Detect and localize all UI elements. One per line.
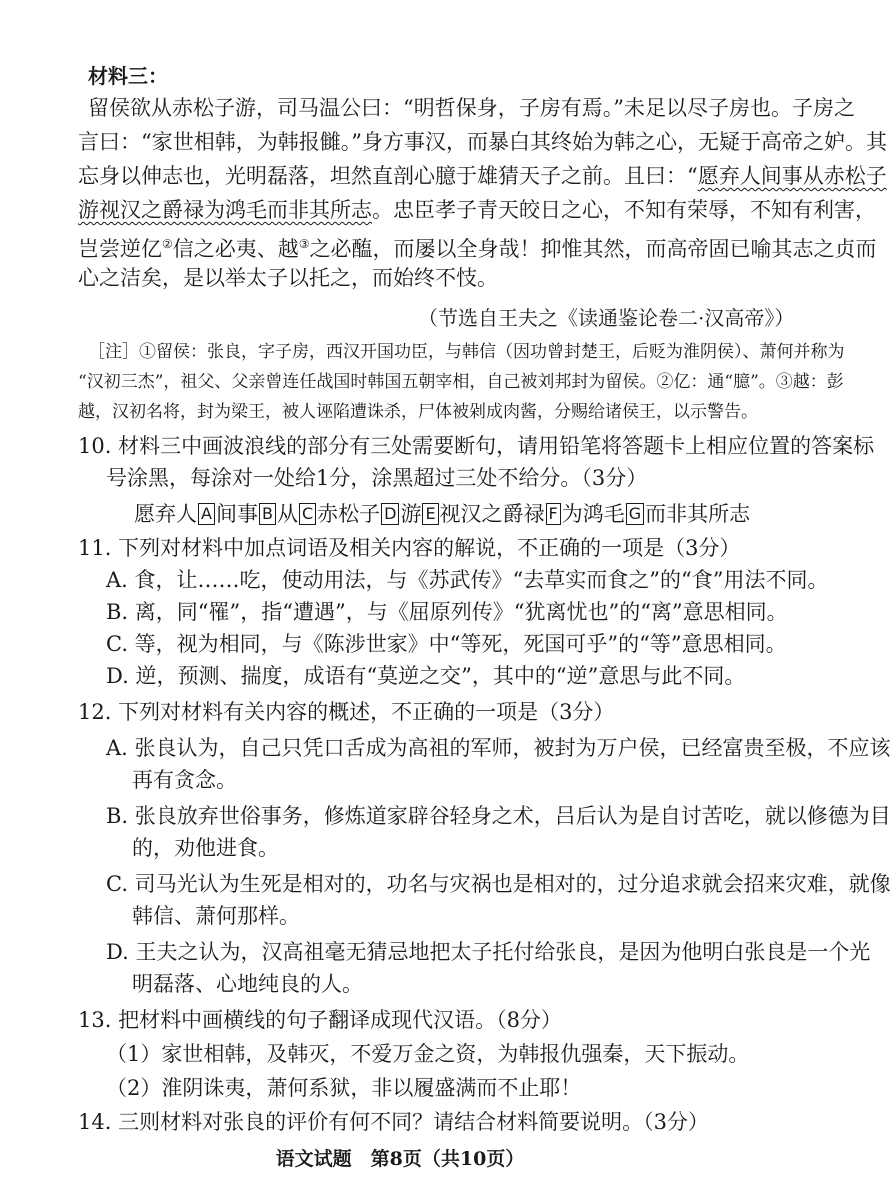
question-10-stem: 号涂黑，每涂对一处给1分，涂黑超过三处不给分。（3分） [106,466,648,490]
question-12-option-a-cont: 再有贪念。 [132,768,237,792]
note-line: 越，汉初名将，封为梁王，被人诬陷遭诛杀，尸体被剁成肉酱，分赐给诸侯王，以示警告。 [78,402,758,422]
sentence-segment: 愿弃人 [134,502,197,526]
note-line: ［注］①留侯：张良，字子房，西汉开国功臣，与韩信（因功曾封楚王，后贬为淮阴侯）、萧何并称为 [88,342,845,362]
material-paragraph-line: 心之洁矣，是以举太子以托之，而始终不忮。 [78,266,498,290]
sentence-segment: 为鸿毛 [561,502,625,526]
material-text: 。忠臣孝子青天皎日之心，不知有荣辱，不知有利害， [372,198,876,222]
question-10-stem: 10. 材料三中画波浪线的部分有三处需要断句，请用铅笔将答题卡上相应位置的答案标 [78,434,875,458]
material-heading: 材料三： [88,64,168,88]
wavy-underlined-text: 游视汉之爵禄为鸿毛而非其所志 [78,198,372,222]
sentence-segment: 赤松子 [317,502,381,526]
wavy-underlined-text: 愿弃人间事从赤松子 [697,164,887,188]
answer-box-g[interactable]: G [626,503,644,525]
material-paragraph-line: 言曰：“家世相韩，为韩报雠。”身方事汉，而暴白其终始为韩之心，无疑于高帝之妒。其 [78,130,887,154]
material-text: 之必醢，而屡以全身哉！抑惟其然，而高帝固已喻其志之贞而 [309,237,877,261]
sentence-segment: 从 [276,502,298,526]
question-11-option-d: D. 逆，预测、揣度，成语有“莫逆之交”，其中的“逆”意思与此不同。 [106,664,746,688]
material-paragraph-line [78,162,887,190]
footnote-ref: ② [162,237,173,251]
footnote-ref: ③ [298,237,310,251]
sentence-segment: 间事 [215,502,258,526]
source-citation: （节选自王夫之《读通鉴论卷二·汉高帝》） [418,306,795,330]
question-11-option-c: C. 等，视为相同，与《陈涉世家》中“等死，死国可乎”的“等”意思相同。 [106,632,787,656]
question-12-option-d: D. 王夫之认为，汉高祖毫无猜忌地把太子托付给张良，是因为他明白张良是一个光 [106,940,871,964]
question-12-option-b: B. 张良放弃世俗事务，修炼道家辟谷轻身之术，吕后认为是自讨苦吃，就以修德为目 [106,804,891,828]
question-12-option-d-cont: 明磊落、心地纯良的人。 [132,972,363,996]
sentence-segment: 视汉之爵禄 [439,502,545,526]
question-14-stem: 14. 三则材料对张良的评价有何不同？请结合材料简要说明。（3分） [78,1110,709,1134]
material-paragraph-line [78,230,877,263]
question-12-option-c: C. 司马光认为生死是相对的，功名与灾祸也是相对的，过分追求就会招来灾难，就像 [106,872,891,896]
sentence-segment: 游 [400,502,422,526]
question-13-stem: 13. 把材料中画横线的句子翻译成现代汉语。（8分） [78,1008,562,1032]
question-11-option-a: A. 食，让……吃，使动用法，与《苏武传》“去草实而食之”的“食”用法不同。 [106,568,829,592]
page-footer: 语文试题 第8页（共10页） [275,1148,525,1170]
question-12-stem: 12. 下列对材料有关内容的概述，不正确的一项是（3分） [78,700,615,724]
answer-box-e[interactable]: E [422,503,438,525]
question-10-sentence [134,500,750,528]
question-12-option-a: A. 张良认为，自己只凭口舌成为高祖的军师，被封为万户侯，已经富贵至极，不应该 [106,736,891,760]
material-text: 信之必夷、越 [172,237,299,261]
answer-box-b[interactable]: B [259,503,276,525]
question-13-sentence-1: （1）家世相韩，及韩灭，不爱万金之资，为韩报仇强秦，天下振动。 [106,1042,750,1066]
material-paragraph-line: 留侯欲从赤松子游，司马温公曰：“明哲保身，子房有焉。”未足以尽子房也。子房之 [88,96,855,120]
material-paragraph-line [78,196,876,224]
sentence-segment: 而非其所志 [645,502,751,526]
note-line: “汉初三杰”，祖父、父亲曾连任战国时韩国五朝宰相，自己被刘邦封为留侯。②亿：通“臆”。③越：彭 [78,372,844,392]
question-12-option-b-cont: 的，劝他进食。 [132,836,279,860]
answer-box-f[interactable]: F [546,503,561,525]
question-11-stem: 11. 下列对材料中加点词语及相关内容的解说，不正确的一项是（3分） [78,536,741,560]
material-text: 岂尝逆亿 [78,237,162,261]
material-text: 忘身以伸志也，光明磊落，坦然直剖心臆于雄猜天子之前。且曰：“ [78,164,698,188]
answer-box-a[interactable]: A [198,503,215,525]
question-13-sentence-2: （2）淮阴诛夷，萧何系狱，非以履盛满而不止耶！ [106,1076,582,1100]
question-11-option-b: B. 离，同“罹”，指“遭遇”，与《屈原列传》“犹离忧也”的“离”意思相同。 [106,600,788,624]
question-12-option-c-cont: 韩信、萧何那样。 [132,904,300,928]
answer-box-d[interactable]: D [381,503,399,525]
answer-box-c[interactable]: C [299,503,316,525]
